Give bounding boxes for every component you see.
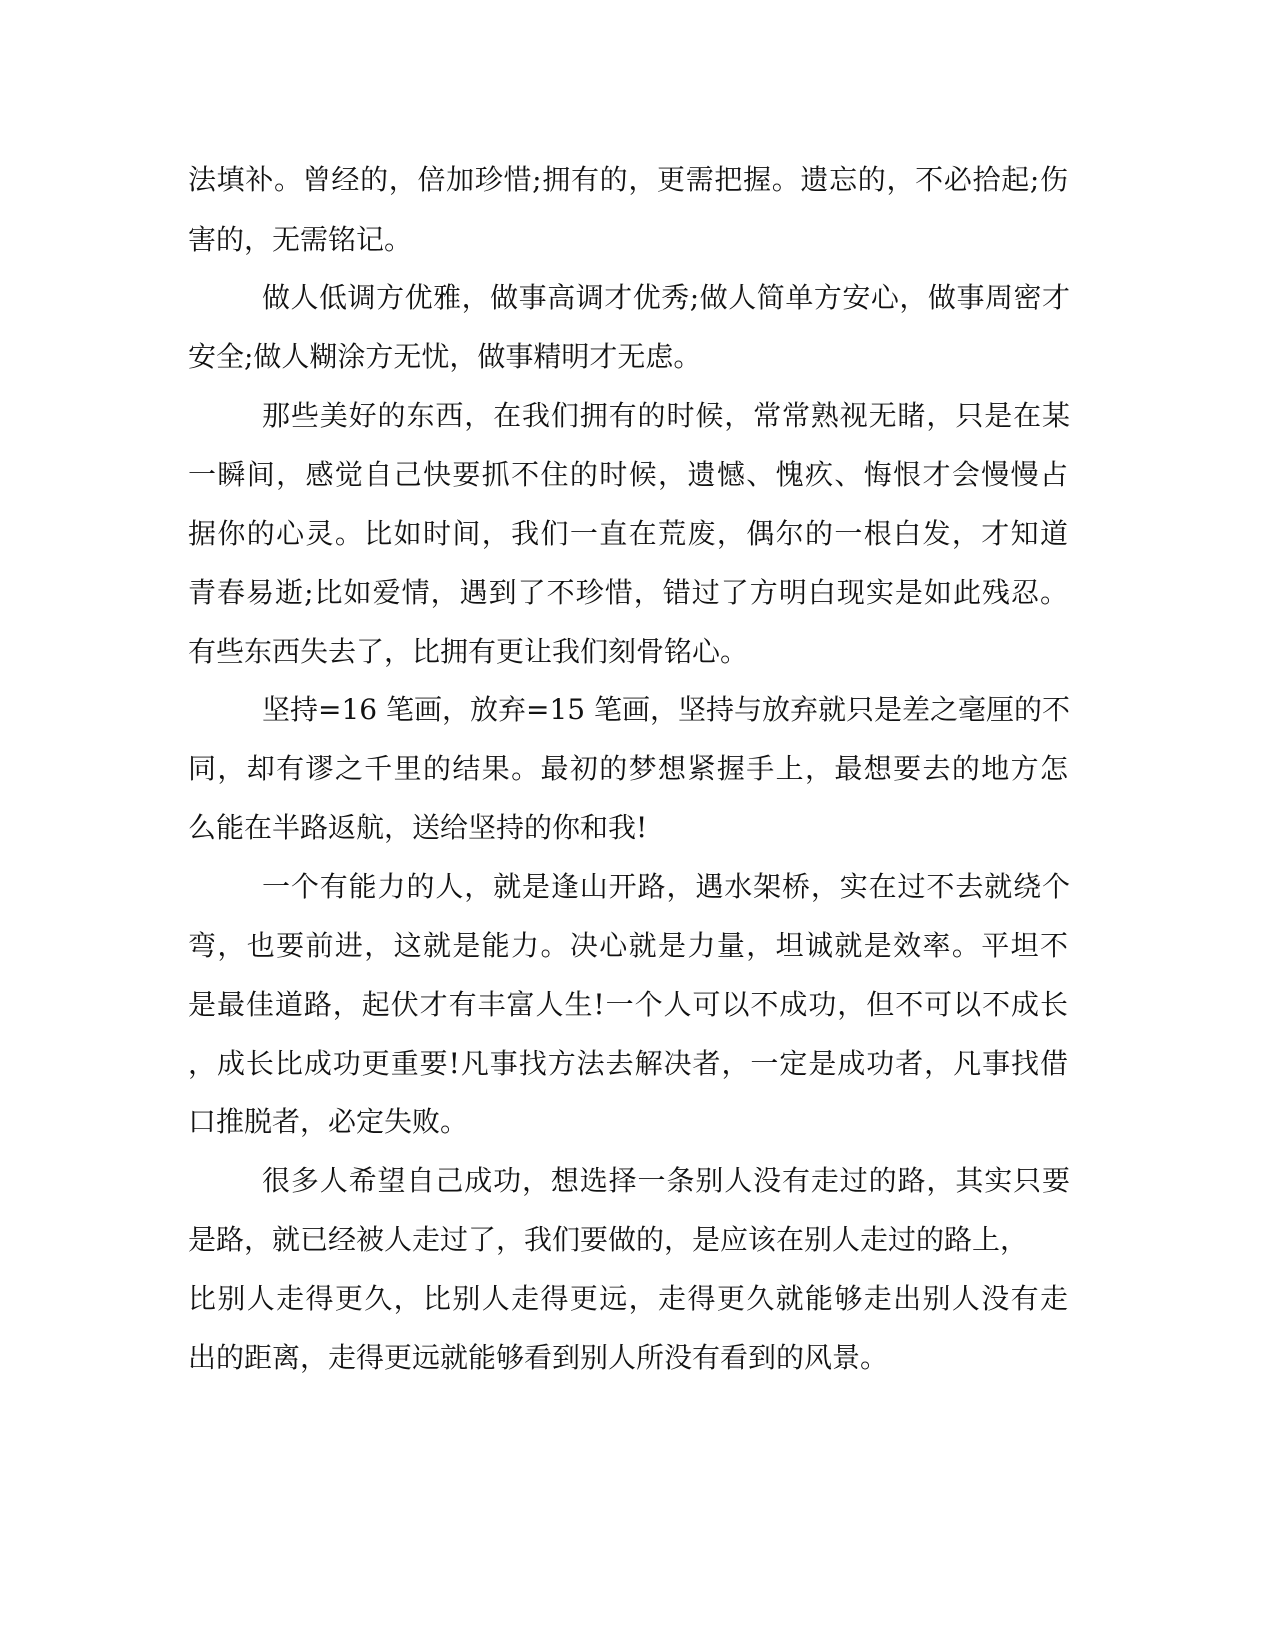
paragraph-line: 一瞬间，感觉自己快要抓不住的时候，遗憾、愧疚、悔恨才会慢慢占 — [188, 458, 1068, 491]
paragraph-line: 是最佳道路，起伏才有丰富人生!一个人可以不成功，但不可以不成长 — [188, 988, 1068, 1021]
paragraph-line: 青春易逝;比如爱情，遇到了不珍惜，错过了方明白现实是如此残忍。 — [188, 576, 1068, 609]
paragraph-line: 很多人希望自己成功，想选择一条别人没有走过的路，其实只要 — [262, 1164, 1070, 1197]
paragraph-line: 比别人走得更久，比别人走得更远，走得更久就能够走出别人没有走 — [188, 1282, 1068, 1315]
paragraph-line: 出的距离，走得更远就能够看到别人所没有看到的风景。 — [188, 1341, 889, 1374]
paragraph-line: 安全;做人糊涂方无忧，做事精明才无虑。 — [188, 340, 702, 373]
paragraph-line: 做人低调方优雅，做事高调才优秀;做人简单方安心，做事周密才 — [262, 281, 1070, 314]
paragraph-line: 是路，就已经被人走过了，我们要做的，是应该在别人走过的路上， — [188, 1223, 1029, 1256]
paragraph-line: ，成长比成功更重要!凡事找方法去解决者，一定是成功者，凡事找借 — [188, 1047, 1068, 1080]
paragraph-line: 坚持=16 笔画，放弃=15 笔画，坚持与放弃就只是差之毫厘的不 — [262, 693, 1070, 726]
paragraph-line: 么能在半路返航，送给坚持的你和我! — [188, 811, 648, 844]
paragraph-line: 口推脱者，必定失败。 — [188, 1105, 469, 1138]
paragraph-line: 据你的心灵。比如时间，我们一直在荒废，偶尔的一根白发，才知道 — [188, 517, 1068, 550]
paragraph-line: 害的，无需铭记。 — [188, 223, 413, 256]
paragraph-line: 有些东西失去了，比拥有更让我们刻骨铭心。 — [188, 635, 749, 668]
paragraph-line: 同，却有谬之千里的结果。最初的梦想紧握手上，最想要去的地方怎 — [188, 752, 1068, 785]
paragraph-line: 弯，也要前进，这就是能力。决心就是力量，坦诚就是效率。平坦不 — [188, 929, 1068, 962]
paragraph-line: 那些美好的东西，在我们拥有的时候，常常熟视无睹，只是在某 — [262, 399, 1070, 432]
paragraph-line: 一个有能力的人，就是逢山开路，遇水架桥，实在过不去就绕个 — [262, 870, 1070, 903]
paragraph-line: 法填补。曾经的，倍加珍惜;拥有的，更需把握。遗忘的，不必拾起;伤 — [188, 163, 1068, 196]
